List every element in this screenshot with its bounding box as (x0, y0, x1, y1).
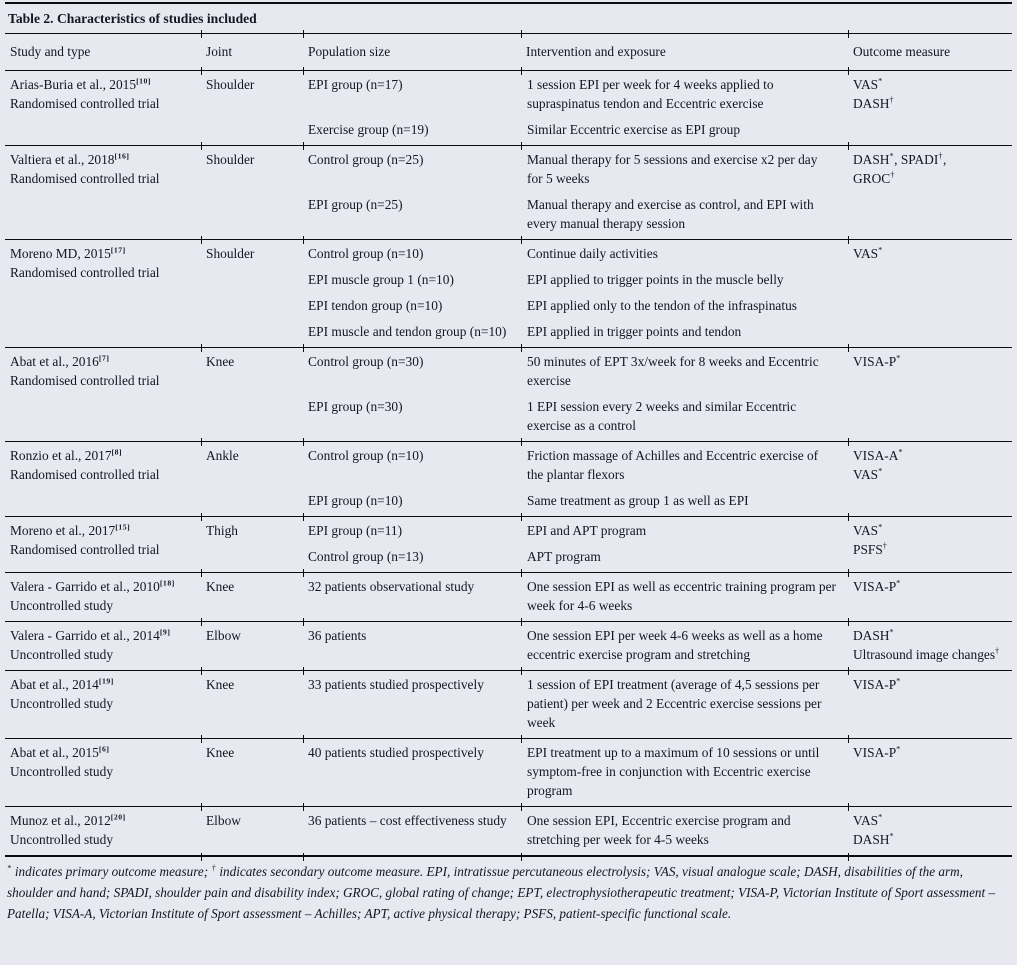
population-intervention-cell (303, 739, 848, 806)
population-size: 40 patients studied prospectively (308, 745, 484, 760)
study-reference: [15] (115, 522, 131, 532)
study-name: Moreno MD, 2015[17] (10, 245, 126, 261)
study-type: Randomised controlled trial (10, 467, 160, 482)
population-intervention-cell (303, 442, 848, 516)
outcome-superscript: * (878, 522, 883, 532)
outcome-measure-cell (848, 807, 1012, 855)
outcome-measure: DASH* (853, 627, 895, 643)
joint-cell: Shoulder (206, 246, 255, 261)
outcome-superscript: † (211, 863, 217, 873)
intervention-exposure: Same treatment as group 1 as well as EPI (527, 493, 749, 508)
population-intervention-cell (303, 671, 848, 738)
joint-cell: Thigh (206, 523, 238, 538)
outcome-superscript: * (896, 353, 901, 363)
study-reference: [16] (114, 151, 130, 161)
outcome-superscript: * (878, 812, 883, 822)
study-row-8 (5, 621, 1012, 670)
study-and-type-cell (5, 573, 201, 621)
population-size: 32 patients observational study (308, 579, 475, 594)
study-type: Randomised controlled trial (10, 96, 160, 111)
study-type: Randomised controlled trial (10, 542, 160, 557)
study-name: Valera - Garrido et al., 2014[9] (10, 627, 171, 643)
intervention-exposure: Similar Eccentric exercise as EPI group (527, 122, 741, 137)
intervention-exposure: 1 EPI session every 2 weeks and similar Eccentric exercise as a control (527, 399, 797, 433)
intervention-exposure: EPI applied only to the tendon of the infraspinatus (527, 298, 797, 313)
outcome-superscript: * (896, 744, 901, 754)
study-and-type-cell (5, 739, 201, 806)
outcome-measure: VAS* (853, 245, 883, 261)
footnote-text: * indicates primary outcome measure; † indicates secondary outcome measure. EPI, intratissue percutaneous electrolysis; VAS, visual analogue scale; DASH, disabilities of the arm, shoulder and hand; SPADI, shoulder pain and disability index; GROC, global rating of change; EPT, electrophysiotherapeutic treatment; VISA-P, Victorian Institute of Sport assessment – Patella; VISA-A, Victorian Institute of Sport assessment – Achilles; APT, active physical therapy; PSFS, patient-specific functional scale. (7, 863, 996, 921)
outcome-measure: DASH† (853, 95, 895, 111)
population-intervention-cell (303, 622, 848, 670)
study-name: Valtiera et al., 2018[16] (10, 151, 130, 167)
population-size: EPI muscle and tendon group (n=10) (308, 324, 507, 339)
outcome-measure: VISA-A* (853, 447, 904, 463)
joint-cell: Knee (206, 579, 235, 594)
population-size: EPI group (n=30) (308, 399, 403, 414)
population-size: 33 patients studied prospectively (308, 677, 484, 692)
outcome-superscript: † (882, 541, 888, 551)
column-tick (848, 853, 849, 861)
study-type: Uncontrolled study (10, 647, 114, 662)
study-type: Randomised controlled trial (10, 171, 160, 186)
outcome-superscript: * (896, 578, 901, 588)
study-row-11 (5, 806, 1012, 855)
study-reference: [8] (111, 447, 123, 457)
outcome-superscript: * (878, 245, 883, 255)
table-body (5, 70, 1012, 855)
column-header-intervention-exposure: Intervention and exposure (526, 44, 666, 59)
outcome-measure-cell (848, 146, 1012, 239)
study-and-type-cell (5, 807, 201, 855)
intervention-exposure: EPI applied in trigger points and tendon (527, 324, 742, 339)
study-and-type-cell (5, 71, 201, 145)
study-row-7 (5, 572, 1012, 621)
intervention-exposure: EPI treatment up to a maximum of 10 sessions or until symptom-free in conjunction with Eccentric exercise program (527, 745, 820, 798)
study-type: Uncontrolled study (10, 764, 114, 779)
outcome-superscript: † (938, 151, 943, 161)
study-and-type-cell (5, 517, 201, 572)
outcome-superscript: † (890, 170, 895, 180)
population-size: Control group (n=10) (308, 246, 424, 261)
study-reference: [19] (98, 676, 114, 686)
outcome-superscript: * (7, 863, 12, 873)
study-name: Abat et al., 2014[19] (10, 676, 114, 692)
outcome-measure: VAS* (853, 522, 883, 538)
intervention-exposure: EPI applied to trigger points in the muscle belly (527, 272, 784, 287)
study-name: Munoz et al., 2012[20] (10, 812, 126, 828)
intervention-exposure: 50 minutes of EPT 3x/week for 8 weeks and Eccentric exercise (527, 354, 819, 388)
outcome-measure: Ultrasound image changes† (853, 646, 1000, 662)
population-intervention-cell (303, 517, 848, 572)
population-intervention-cell (303, 146, 848, 239)
study-reference: [6] (98, 744, 110, 754)
intervention-exposure: EPI and APT program (527, 523, 647, 538)
study-row-1 (5, 70, 1012, 145)
study-and-type-cell (5, 622, 201, 670)
study-reference: [9] (159, 627, 171, 637)
study-row-6 (5, 516, 1012, 572)
intervention-exposure: Friction massage of Achilles and Eccentric exercise of the plantar flexors (527, 448, 819, 482)
column-header-population-size: Population size (308, 44, 391, 59)
intervention-exposure: One session EPI per week 4-6 weeks as well as a home eccentric exercise program and stretching (527, 628, 823, 662)
study-type: Randomised controlled trial (10, 265, 160, 280)
study-and-type-cell (5, 442, 201, 516)
outcome-measure: VAS* (853, 812, 883, 828)
study-name: Arias-Buria et al., 2015[10] (10, 76, 152, 92)
study-name: Abat et al., 2015[6] (10, 744, 110, 760)
population-size: EPI muscle group 1 (n=10) (308, 272, 454, 287)
column-tick (201, 853, 202, 861)
study-name: Moreno et al., 2017[15] (10, 522, 131, 538)
outcome-measure-cell (848, 240, 1012, 347)
outcome-measure: GROC† (853, 170, 895, 186)
outcome-superscript: † (995, 646, 1000, 656)
outcome-superscript: * (878, 76, 883, 86)
study-type: Uncontrolled study (10, 832, 114, 847)
population-size: EPI group (n=17) (308, 77, 403, 92)
outcome-measure: VAS* (853, 76, 883, 92)
outcome-superscript: * (896, 676, 901, 686)
population-size: EPI group (n=10) (308, 493, 403, 508)
outcome-superscript: * (889, 831, 895, 841)
study-and-type-cell (5, 348, 201, 441)
study-row-3 (5, 239, 1012, 347)
outcome-measure: VISA-P* (853, 578, 901, 594)
column-tick (521, 853, 522, 861)
study-row-2 (5, 145, 1012, 239)
population-size: EPI tendon group (n=10) (308, 298, 443, 313)
joint-cell: Elbow (206, 628, 241, 643)
outcome-measure: PSFS† (853, 541, 888, 557)
joint-cell: Shoulder (206, 152, 255, 167)
outcome-measure-cell (848, 71, 1012, 145)
outcome-superscript: * (898, 447, 904, 457)
study-reference: [20] (110, 812, 126, 822)
outcome-measure-cell (848, 348, 1012, 441)
intervention-exposure: Manual therapy and exercise as control, and EPI with every manual therapy session (527, 197, 814, 231)
population-size: Exercise group (n=19) (308, 122, 429, 137)
joint-cell: Knee (206, 745, 235, 760)
population-size: 36 patients – cost effectiveness study (308, 813, 507, 828)
population-size: EPI group (n=25) (308, 197, 403, 212)
study-reference: [10] (136, 76, 152, 86)
study-reference: [18] (159, 578, 175, 588)
joint-cell: Knee (206, 677, 235, 692)
joint-cell: Knee (206, 354, 235, 369)
outcome-superscript: * (889, 627, 895, 637)
table-footnote (5, 855, 1012, 930)
study-type: Uncontrolled study (10, 696, 114, 711)
outcome-measure: DASH*, SPADI†, (853, 151, 947, 167)
outcome-measure-cell (848, 442, 1012, 516)
intervention-exposure: One session EPI as well as eccentric training program per week for 4-6 weeks (527, 579, 836, 613)
study-reference: [7] (98, 353, 110, 363)
intervention-exposure: APT program (527, 549, 601, 564)
study-and-type-cell (5, 671, 201, 738)
study-row-10 (5, 738, 1012, 806)
joint-cell: Ankle (206, 448, 239, 463)
study-type: Randomised controlled trial (10, 373, 160, 388)
outcome-measure-cell (848, 622, 1012, 670)
population-intervention-cell (303, 348, 848, 441)
outcome-measure: DASH* (853, 831, 895, 847)
outcome-measure: VISA-P* (853, 744, 901, 760)
population-intervention-cell (303, 71, 848, 145)
outcome-measure: VAS* (853, 466, 883, 482)
study-name: Valera - Garrido et al., 2010[18] (10, 578, 175, 594)
joint-cell: Shoulder (206, 77, 255, 92)
study-name: Ronzio et al., 2017[8] (10, 447, 123, 463)
population-size: 36 patients (308, 628, 367, 643)
study-and-type-cell (5, 240, 201, 347)
population-size: Control group (n=13) (308, 549, 424, 564)
population-size: Control group (n=10) (308, 448, 424, 463)
outcome-measure: VISA-P* (853, 353, 901, 369)
joint-cell: Elbow (206, 813, 241, 828)
population-size: Control group (n=25) (308, 152, 424, 167)
study-row-5 (5, 441, 1012, 516)
column-header-outcome-measure: Outcome measure (853, 44, 951, 59)
table-title: Table 2. Characteristics of studies included (8, 11, 257, 26)
study-reference: [17] (110, 245, 126, 255)
study-name: Abat et al., 2016[7] (10, 353, 110, 369)
studies-table (5, 2, 1012, 930)
outcome-superscript: † (889, 95, 895, 105)
intervention-exposure: Manual therapy for 5 sessions and exercise x2 per day for 5 weeks (527, 152, 818, 186)
intervention-exposure: 1 session of EPI treatment (average of 4,5 sessions per patient) per week and 2 Eccentric exercise sessions per week (527, 677, 822, 730)
outcome-measure: VISA-P* (853, 676, 901, 692)
table-header-row (5, 33, 1012, 70)
study-and-type-cell (5, 146, 201, 239)
column-header-joint: Joint (206, 44, 233, 59)
outcome-measure-cell (848, 573, 1012, 621)
study-row-4 (5, 347, 1012, 441)
outcome-superscript: * (878, 466, 883, 476)
outcome-measure-cell (848, 739, 1012, 806)
intervention-exposure: One session EPI, Eccentric exercise program and stretching per week for 4-5 weeks (527, 813, 791, 847)
population-intervention-cell (303, 573, 848, 621)
outcome-measure-cell (848, 671, 1012, 738)
column-header-study-and-type: Study and type (10, 44, 91, 59)
outcome-measure-cell (848, 517, 1012, 572)
intervention-exposure: Continue daily activities (527, 246, 658, 261)
intervention-exposure: 1 session EPI per week for 4 weeks applied to supraspinatus tendon and Eccentric exercise (527, 77, 774, 111)
study-type: Uncontrolled study (10, 598, 114, 613)
population-size: Control group (n=30) (308, 354, 424, 369)
column-tick (303, 853, 304, 861)
population-intervention-cell (303, 240, 848, 347)
population-intervention-cell (303, 807, 848, 855)
population-size: EPI group (n=11) (308, 523, 403, 538)
study-row-9 (5, 670, 1012, 738)
outcome-superscript: * (889, 151, 895, 161)
